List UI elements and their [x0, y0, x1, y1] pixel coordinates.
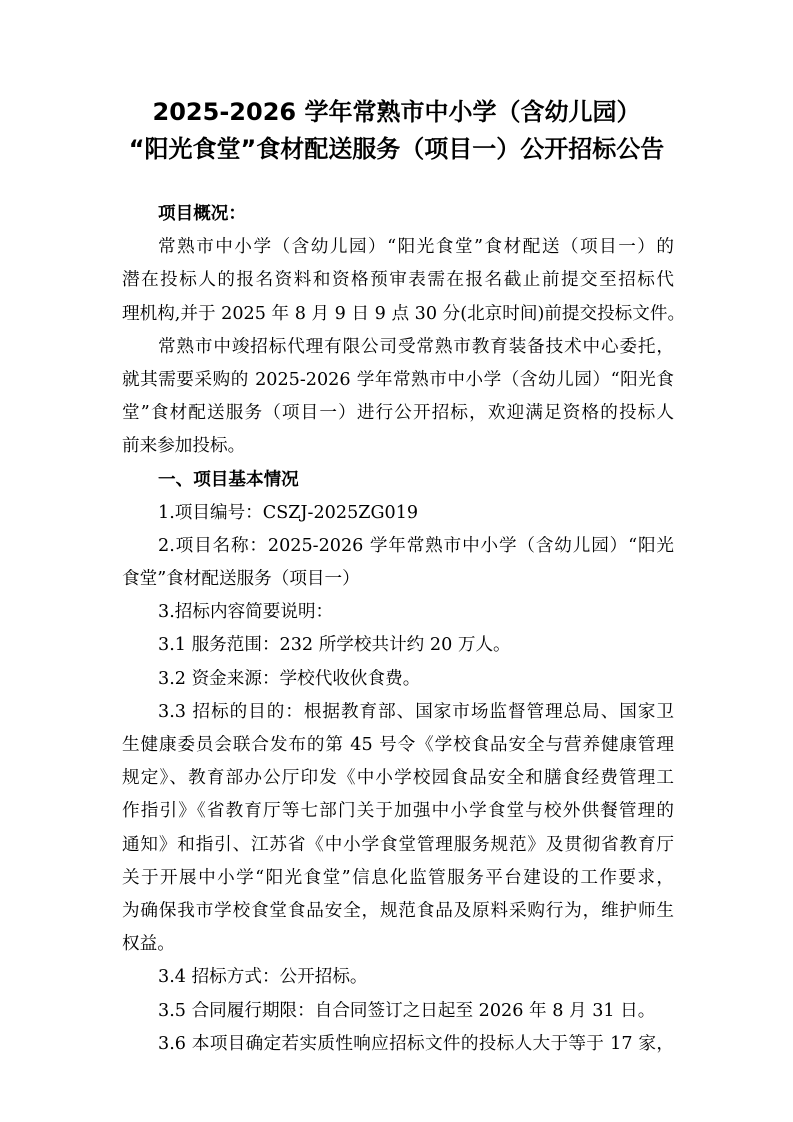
paragraph-line: 食堂”食材配送服务（项目一）: [122, 569, 360, 590]
body-text: [122, 198, 686, 1061]
paragraph-line: 堂”食材配送服务（项目一）进行公开招标，欢迎满足资格的投标人: [122, 403, 674, 424]
section-heading: 项目概况：: [158, 204, 246, 224]
paragraph-line: 潜在投标人的报名资料和资格预审表需在报名截止前提交至招标代: [122, 270, 674, 291]
paragraph-line: 常熟市中小学（含幼儿园）“阳光食堂”食材配送（项目一）的: [158, 237, 674, 258]
title-line-1: 2025-2026 学年常熟市中小学（含幼儿园）: [152, 98, 641, 126]
paragraph-line: 理机构,并于 2025 年 8 月 9 日 9 点 30 分(北京时间)前提交投标文件。: [122, 303, 686, 324]
paragraph-line: 权益。: [122, 934, 175, 955]
section-heading: 一、项目基本情况: [158, 469, 299, 490]
paragraph-line: 3.招标内容简要说明：: [158, 602, 334, 623]
paragraph-line: 规定》、教育部办公厅印发《中小学校园食品安全和膳食经费管理工: [122, 768, 674, 789]
paragraph-line: 1.项目编号：CSZJ-2025ZG019: [158, 502, 419, 523]
paragraph-line: 作指引》《省教育厅等七部门关于加强中小学食堂与校外供餐管理的: [122, 801, 674, 822]
paragraph-line: 3.5 合同履行期限：自合同签订之日起至 2026 年 8 月 31 日。: [158, 1000, 656, 1021]
paragraph-line: 3.2 资金来源：学校代收伙食费。: [158, 668, 421, 689]
paragraph-line: 常熟市中竣招标代理有限公司受常熟市教育装备技术中心委托，: [158, 336, 674, 357]
paragraph-line: 前来参加投标。: [122, 436, 246, 457]
title-line-2: “阳光食堂”食材配送服务（项目一）公开招标公告: [128, 135, 665, 163]
paragraph-line: 3.4 招标方式：公开招标。: [158, 967, 368, 988]
paragraph-line: 3.6 本项目确定若实质性响应招标文件的投标人大于等于 17 家，: [158, 1033, 674, 1054]
paragraph-line: 生健康委员会联合发布的第 45 号令《学校食品安全与营养健康管理: [122, 735, 674, 755]
paragraph-line: 3.1 服务范围：232 所学校共计约 20 万人。: [158, 635, 511, 656]
paragraph-line: 就其需要采购的 2025-2026 学年常熟市中小学（含幼儿园）“阳光食: [122, 369, 674, 390]
paragraph-line: 通知》和指引、江苏省《中小学食堂管理服务规范》及贯彻省教育厅: [122, 834, 674, 855]
paragraph-line: 关于开展中小学“阳光食堂”信息化监管服务平台建设的工作要求，: [122, 867, 674, 888]
paragraph-line: 为确保我市学校食堂食品安全，规范食品及原料采购行为，维护师生: [122, 900, 674, 921]
paragraph-line: 3.3 招标的目的：根据教育部、国家市场监督管理总局、国家卫: [158, 701, 674, 722]
paragraph-line: 2.项目名称：2025-2026 学年常熟市中小学（含幼儿园）“阳光: [158, 535, 674, 556]
